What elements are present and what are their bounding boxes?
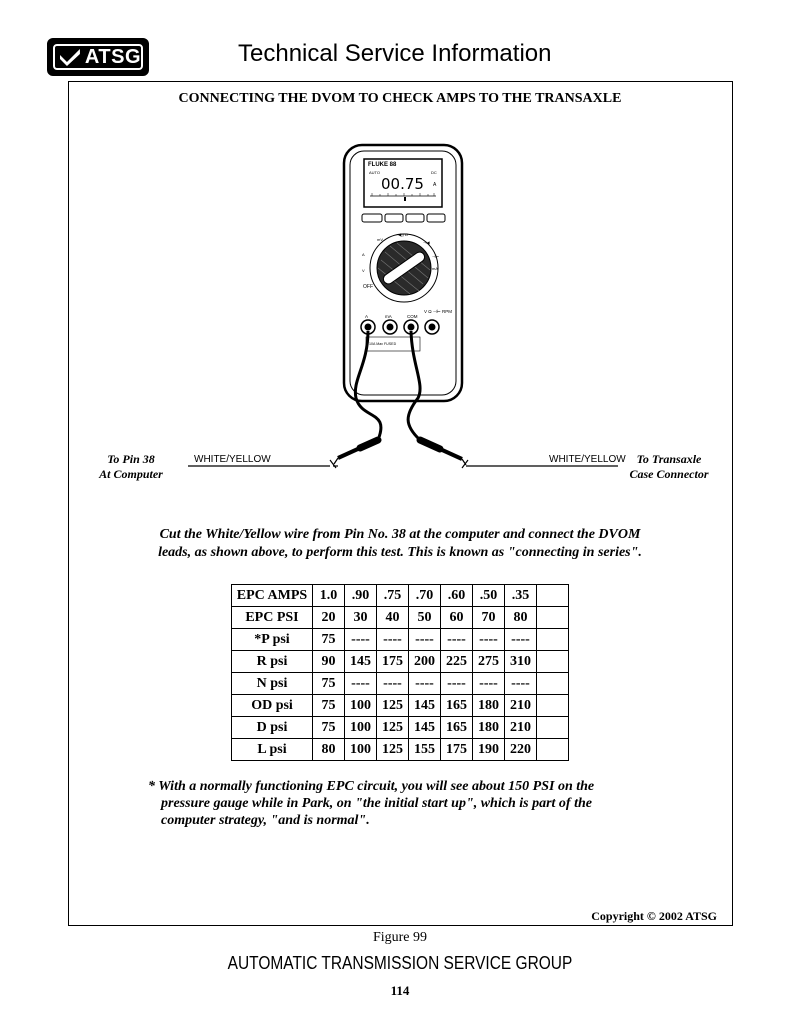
table-cell: 70 xyxy=(473,607,505,629)
jack-label-ma: mA xyxy=(385,314,392,319)
table-row-label: *P psi xyxy=(232,629,313,651)
table-cell: 175 xyxy=(377,651,409,673)
table-cell xyxy=(537,717,569,739)
table-row xyxy=(232,695,569,717)
table-cell: ---- xyxy=(409,673,441,695)
table-cell xyxy=(537,673,569,695)
left-note-line1: To Pin 38 xyxy=(107,452,155,466)
table-row-label: D psi xyxy=(232,717,313,739)
jack-label-a: A xyxy=(365,314,369,319)
table-cell: 30 xyxy=(345,607,377,629)
table-cell: .60 xyxy=(441,585,473,607)
table-row-label: OD psi xyxy=(232,695,313,717)
meter-brand: FLUKE 88 xyxy=(368,162,397,168)
svg-text:⊣⊢: ⊣⊢ xyxy=(432,254,439,259)
table-cell: .75 xyxy=(377,585,409,607)
footnote-line1: * With a normally functioning EPC circuit, you will see about 150 PSI on the xyxy=(148,779,595,794)
svg-text:◀)) Ω: ◀)) Ω xyxy=(398,232,408,237)
table-cell: .90 xyxy=(345,585,377,607)
table-cell: 180 xyxy=(473,695,505,717)
table-cell: ---- xyxy=(377,629,409,651)
table-cell: 200 xyxy=(409,651,441,673)
table-cell: 225 xyxy=(441,651,473,673)
table-cell: 20 xyxy=(313,607,345,629)
caption-line2: leads, as shown above, to perform this test. This is known as "connecting in series". xyxy=(158,545,642,560)
table-cell: 75 xyxy=(313,717,345,739)
table-row xyxy=(232,673,569,695)
fuse-note: 10A Max FUSED xyxy=(369,342,397,346)
left-note-line2: At Computer xyxy=(99,467,163,481)
page-number: 114 xyxy=(390,983,410,998)
table-cell: 220 xyxy=(505,739,537,761)
footnote-line2: pressure gauge while in Park, on "the initial start up", which is part of the xyxy=(161,796,592,811)
table-cell: 50 xyxy=(409,607,441,629)
table-cell: 145 xyxy=(345,651,377,673)
table-row-label: EPC AMPS xyxy=(232,585,313,607)
figure-caption xyxy=(120,526,680,562)
table-cell: 100 xyxy=(345,717,377,739)
table-cell: 210 xyxy=(505,717,537,739)
right-note-line2: Case Connector xyxy=(629,467,709,481)
right-connection-note xyxy=(624,452,714,482)
svg-text:mA: mA xyxy=(432,266,438,271)
table-cell: ---- xyxy=(441,629,473,651)
table-cell: ---- xyxy=(345,629,377,651)
epc-pressure-table xyxy=(231,584,569,761)
table-cell: .50 xyxy=(473,585,505,607)
table-cell: ---- xyxy=(505,629,537,651)
table-cell: ---- xyxy=(409,629,441,651)
table-cell: 80 xyxy=(505,607,537,629)
table-row-label: EPC PSI xyxy=(232,607,313,629)
table-cell: ---- xyxy=(441,673,473,695)
left-wire-label: WHITE/YELLOW xyxy=(194,454,271,465)
table-cell: ---- xyxy=(473,629,505,651)
table-row-label: R psi xyxy=(232,651,313,673)
figure-heading: CONNECTING THE DVOM TO CHECK AMPS TO THE TRANSAXLE xyxy=(178,91,622,106)
dial-off-label: OFF xyxy=(363,284,373,290)
right-note-line1: To Transaxle xyxy=(636,452,702,466)
left-probe xyxy=(330,440,378,468)
table-cell: 90 xyxy=(313,651,345,673)
table-cell: 275 xyxy=(473,651,505,673)
table-cell: 145 xyxy=(409,717,441,739)
table-cell: 190 xyxy=(473,739,505,761)
table-row xyxy=(232,629,569,651)
table-cell: 175 xyxy=(441,739,473,761)
caption-line1: Cut the White/Yellow wire from Pin No. 38 at the computer and connect the DVOM xyxy=(159,527,641,542)
table-cell: 1.0 xyxy=(313,585,345,607)
table-cell: 75 xyxy=(313,673,345,695)
logo-text: ATSG xyxy=(84,45,141,68)
table-row xyxy=(232,585,569,607)
table-cell xyxy=(537,585,569,607)
right-probe xyxy=(420,440,468,468)
table-row xyxy=(232,607,569,629)
table-row xyxy=(232,717,569,739)
table-cell xyxy=(537,739,569,761)
meter-reading: 00.75 xyxy=(381,175,424,193)
table-cell: 125 xyxy=(377,739,409,761)
table-cell: 165 xyxy=(441,717,473,739)
table-cell: ---- xyxy=(345,673,377,695)
jack-label-v: V Ω ⊣⊢ RPM xyxy=(424,309,452,314)
svg-text:mV: mV xyxy=(377,237,383,242)
table-cell: 125 xyxy=(377,695,409,717)
table-cell: .70 xyxy=(409,585,441,607)
table-cell: 75 xyxy=(313,695,345,717)
table-cell xyxy=(537,629,569,651)
table-cell: 100 xyxy=(345,695,377,717)
figure-number: Figure 99 xyxy=(372,930,428,945)
table-cell: ---- xyxy=(377,673,409,695)
right-wire-label: WHITE/YELLOW xyxy=(549,454,626,465)
table-cell: 310 xyxy=(505,651,537,673)
meter-unit: A xyxy=(433,182,437,188)
svg-text:V: V xyxy=(362,268,365,273)
table-cell xyxy=(537,695,569,717)
table-cell: 210 xyxy=(505,695,537,717)
table-cell xyxy=(537,651,569,673)
svg-text:A: A xyxy=(362,252,365,257)
table-row xyxy=(232,739,569,761)
footnote xyxy=(148,778,668,829)
meter-auto: AUTO xyxy=(369,170,381,175)
table-row xyxy=(232,651,569,673)
table-row-label: L psi xyxy=(232,739,313,761)
page-title: Technical Service Information xyxy=(238,40,552,67)
table-cell: 145 xyxy=(409,695,441,717)
jack-label-com: COM xyxy=(407,314,418,319)
meter-dc: DC xyxy=(431,170,437,175)
copyright: Copyright © 2002 ATSG xyxy=(591,909,717,923)
table-cell: 155 xyxy=(409,739,441,761)
footnote-line3: computer strategy, "and is normal". xyxy=(161,813,370,828)
left-connection-note xyxy=(96,452,166,482)
table-cell: 165 xyxy=(441,695,473,717)
table-cell xyxy=(537,607,569,629)
footer-organization: AUTOMATIC TRANSMISSION SERVICE GROUP xyxy=(227,953,573,973)
table-cell: 80 xyxy=(313,739,345,761)
svg-text:⊣◀: ⊣◀ xyxy=(423,240,430,245)
table-row-label: N psi xyxy=(232,673,313,695)
table-cell: 40 xyxy=(377,607,409,629)
table-cell: ---- xyxy=(473,673,505,695)
table-cell: 75 xyxy=(313,629,345,651)
table-cell: .35 xyxy=(505,585,537,607)
table-cell: 180 xyxy=(473,717,505,739)
table-cell: 125 xyxy=(377,717,409,739)
table-cell: ---- xyxy=(505,673,537,695)
table-cell: 100 xyxy=(345,739,377,761)
table-cell: 60 xyxy=(441,607,473,629)
